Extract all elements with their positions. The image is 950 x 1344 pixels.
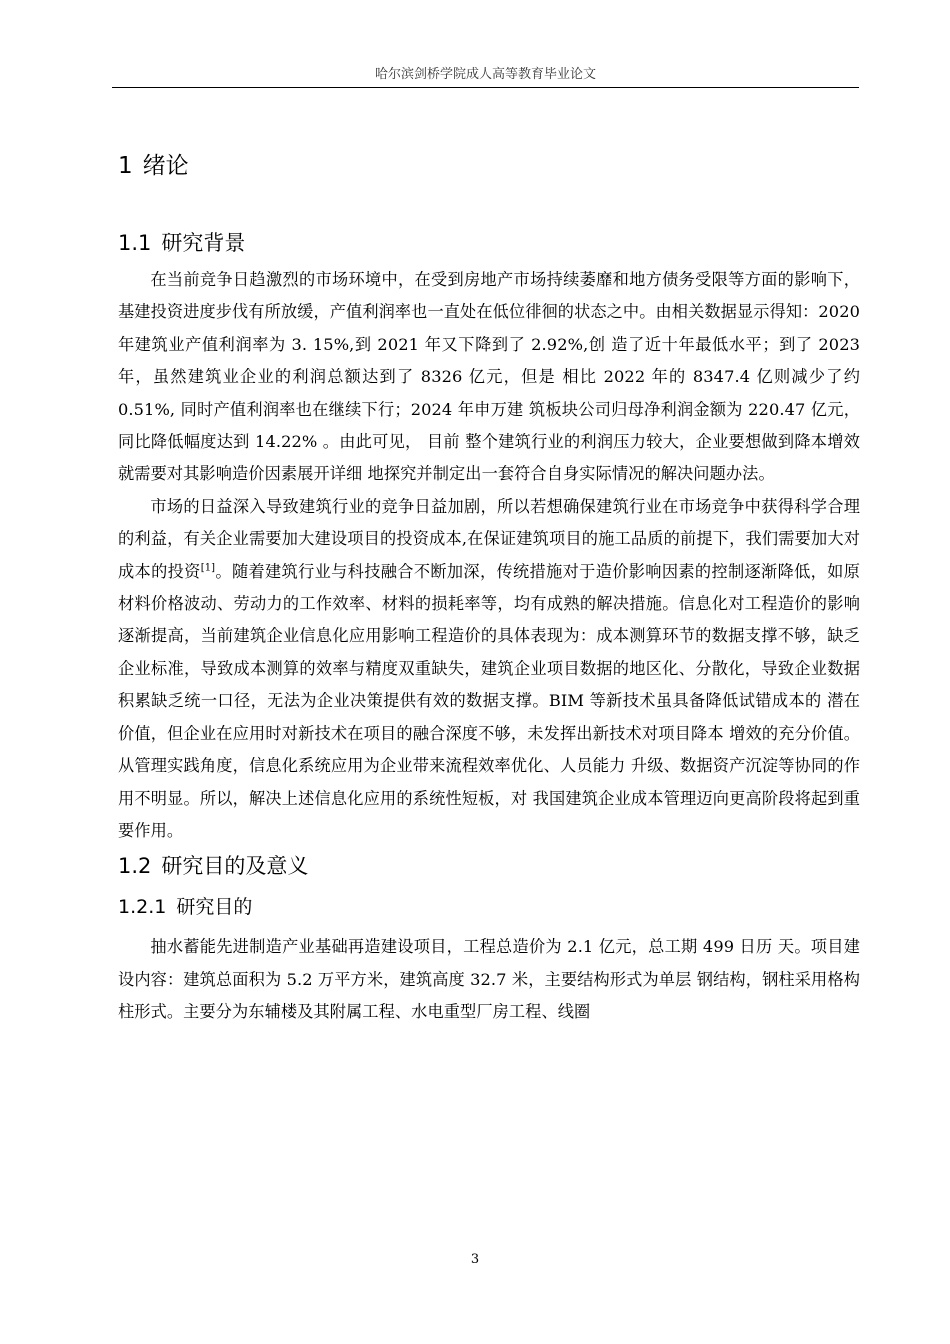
paragraph-background-1: 在当前竞争日趋激烈的市场环境中，在受到房地产市场持续萎靡和地方债务受限等方面的影响下，基建投资进度步伐有所放缓，产值利润率也一直处在低位徘徊的状态之中。由相关数据显示得知：2020 年建筑业产值利润率为 3. 15%,到 2021 年又下降到了 2.92%,创 造了近十年最低水平；到了 2023 年，虽然建筑业企业的利润总额达到了 8326 亿元，但是 相比 2022 年的 8347.4 亿则减少了约 0.51%, 同时产值利润率也在继续下行；2024 年申万建 筑板块公司归母净利润金额为 220.47 亿元，同比降低幅度达到 14.22% 。由此可见， 目前 整个建筑行业的利润压力较大，企业要想做到降本增效就需要对其影响造价因素展开详细 地探究并制定出一套符合自身实际情况的解决问题办法。 — [118, 270, 860, 484]
section-title: 研究目的及意义 — [161, 854, 309, 879]
section-title: 研究背景 — [161, 231, 246, 255]
page-number: 3 — [470, 1252, 480, 1267]
paragraph-background-2 — [118, 491, 860, 847]
paragraph-purpose-1: 抽水蓄能先进制造产业基础再造建设项目，工程总造价为 2.1 亿元，总工期 499 日历 天。项目建设内容：建筑总面积为 5.2 万平方米，建筑高度 32.7 米，主要结构形式为单层 钢结构，钢柱采用格构柱形式。主要分为东辅楼及其附属工程、水电重型厂房工程、线圈 — [118, 937, 860, 1022]
citation-reference[interactable]: [1] — [200, 562, 216, 574]
section-number: 1.1 — [118, 231, 152, 255]
chapter-title: 绪论 — [142, 153, 189, 179]
section-heading-1-2 — [118, 851, 860, 881]
subsection-number: 1.2.1 — [118, 896, 167, 919]
chapter-heading — [118, 150, 860, 182]
running-header: 哈尔滨剑桥学院成人高等教育毕业论文 — [374, 67, 596, 82]
chapter-number: 1 — [118, 153, 133, 179]
section-heading-1-1 — [118, 228, 860, 258]
header-divider — [112, 87, 859, 88]
paragraph-text: 。随着建筑行业与科技融合不断加深，传统措施对于造价影响因素的控制逐渐降低，如原材料价格波动、劳动力的工作效率、材料的损耗率等，均有成熟的解决措施。信息化对工程造价的影响逐渐提高，当前建筑企业信息化应用影响工程造价的具体表现为：成本测算环节的数据支撑不够，缺乏企业标准，导致成本测算的效率与精度双重缺失，建筑企业项目数据的地区化、分散化，导致企业数据积累缺乏统一口径，无法为企业决策提供有效的数据支撑。BIM 等新技术虽具备降低试错成本的 潜在价值，但企业在应用时对新技术在项目的融合深度不够，未发挥出新技术对项目降本 增效的充分价值。从管理实践角度，信息化系统应用为企业带来流程效率优化、人员能力 升级、数据资产沉淀等协同的作用不明显。所以，解决上述信息化应用的系统性短板，对 我国建筑企业成本管理迈向更高阶段将起到重要作用。 — [118, 561, 861, 840]
subsection-heading-1-2-1 — [118, 893, 860, 921]
paragraph-text: 市场的日益深入导致建筑行业的竞争日益加剧，所以若想确保建筑行业在市场竞争中获得科学合理的利益，有关企业需要加大建设项目的投资成本,在保证建筑项目的施工品质的前提下，我们需要加大对成本的投资 — [118, 496, 860, 581]
subsection-title: 研究目的 — [176, 896, 253, 919]
page-body — [118, 150, 860, 1029]
section-number: 1.2 — [118, 854, 152, 879]
